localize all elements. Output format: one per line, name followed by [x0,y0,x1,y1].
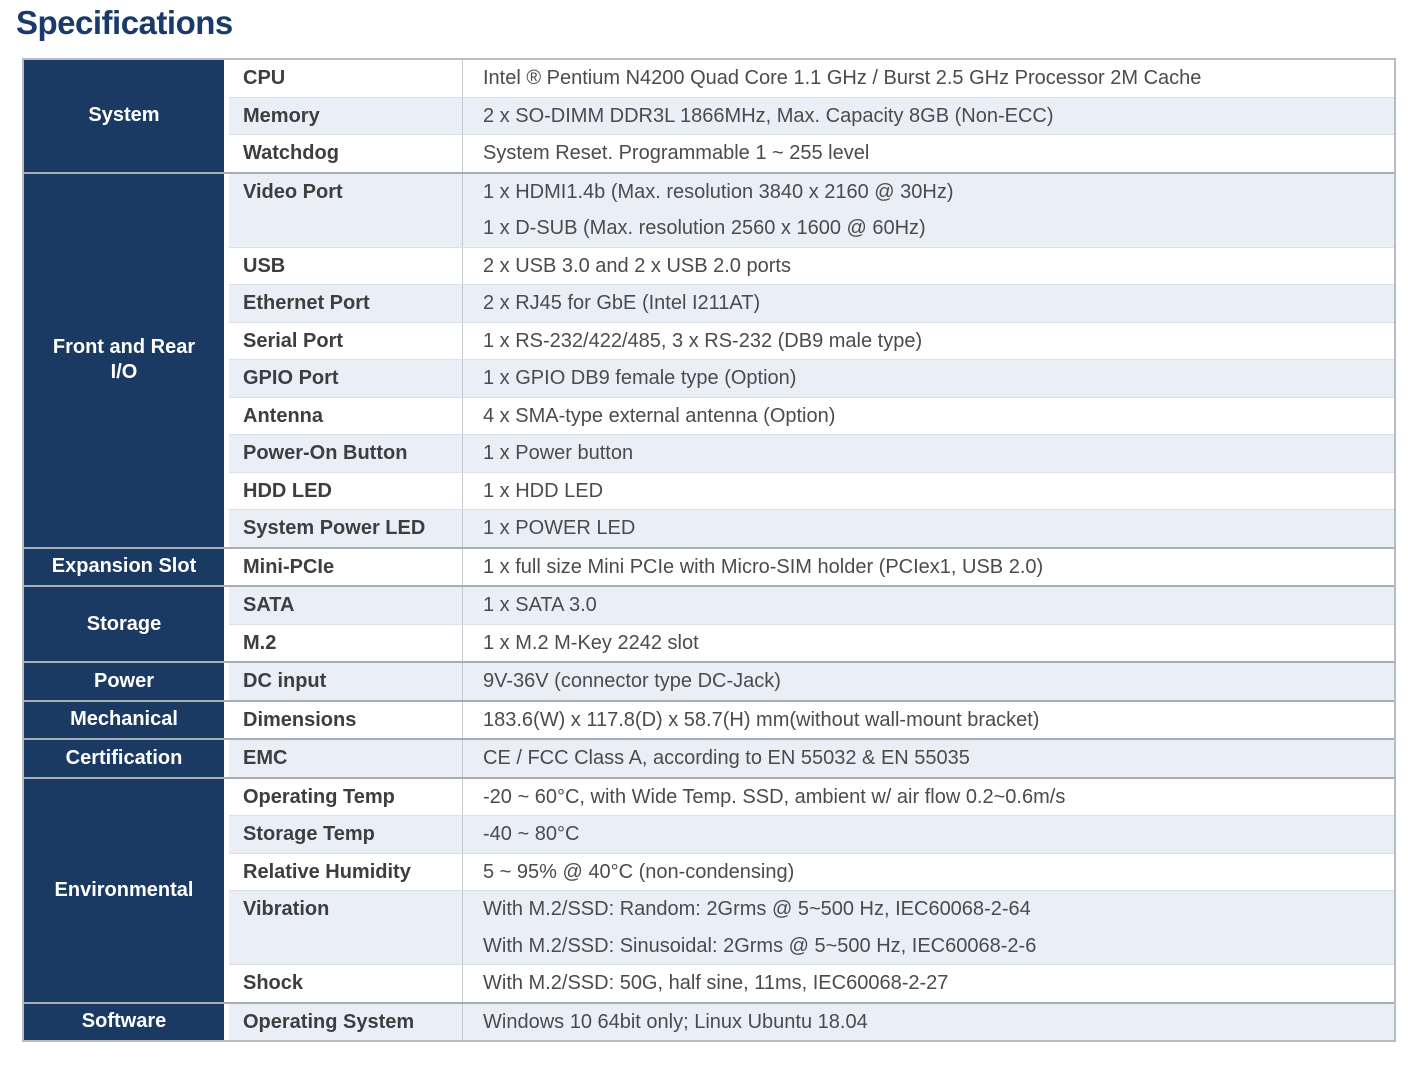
section-front-and-rear-io [24,172,1394,547]
category-cell-mechanical [24,702,224,739]
category-cell-power [24,663,224,700]
section-certification [24,738,1394,777]
section-environmental [24,777,1394,1002]
spec-label: GPIO Port [229,360,463,397]
spec-value: 2 x RJ45 for GbE (Intel I211AT) [483,292,761,314]
spec-value: CE / FCC Class A, according to EN 55032 & EN 55035 [483,747,970,769]
section-power [24,661,1394,700]
category-label: System [88,104,160,127]
category-label: Software [81,1010,167,1033]
category-cell-storage [24,587,224,661]
spec-label: CPU [229,60,463,97]
page-title: Specifications [16,4,233,41]
spec-value: 1 x SATA 3.0 [483,594,597,616]
spec-label: System Power LED [229,510,463,547]
section-software [24,1002,1394,1041]
spec-row [229,174,1394,247]
spec-row [229,472,1394,510]
specifications-table [22,58,1396,1042]
section-expansion-slot [24,547,1394,586]
spec-label: Antenna [229,398,463,435]
spec-value: 1 x HDMI1.4b (Max. resolution 3840 x 2160 @ 30Hz) [483,180,954,203]
spec-row [229,322,1394,360]
spec-label: Serial Port [229,323,463,360]
spec-row [229,247,1394,285]
spec-row [229,702,1394,739]
spec-label: Shock [229,965,463,1002]
spec-value: Windows 10 64bit only; Linux Ubuntu 18.04 [483,1010,868,1033]
spec-row [229,134,1394,172]
spec-row [229,815,1394,853]
spec-label: Dimensions [229,702,463,739]
spec-label: Vibration [229,891,463,964]
spec-row [229,853,1394,891]
spec-value: System Reset. Programmable 1 ~ 255 level [483,142,870,164]
spec-label: Storage Temp [229,816,463,853]
spec-label: SATA [229,587,463,624]
spec-row [229,1004,1394,1041]
section-storage [24,585,1394,661]
category-cell-front-and-rear-io [24,174,224,547]
spec-row [229,359,1394,397]
spec-row [229,890,1394,964]
spec-value: -20 ~ 60°C, with Wide Temp. SSD, ambient w/ air flow 0.2~0.6m/s [483,785,1066,808]
spec-label: Operating System [229,1004,463,1041]
spec-row [229,284,1394,322]
spec-value: 1 x M.2 M-Key 2242 slot [483,631,699,654]
category-cell-certification [24,740,224,777]
category-label: Front and Rear I/O [52,336,196,383]
spec-label: Relative Humidity [229,854,463,891]
spec-row [229,509,1394,547]
spec-row [229,964,1394,1002]
spec-row [229,60,1394,97]
spec-row [229,549,1394,586]
spec-value: 1 x GPIO DB9 female type (Option) [483,367,797,389]
spec-value: 9V-36V (connector type DC-Jack) [483,670,781,692]
spec-value: -40 ~ 80°C [483,823,580,845]
spec-label: Watchdog [229,135,463,172]
spec-row [229,779,1394,816]
spec-row [229,97,1394,135]
spec-value: With M.2/SSD: Random: 2Grms @ 5~500 Hz, IEC60068-2-64 [483,898,1031,920]
spec-value: With M.2/SSD: 50G, half sine, 11ms, IEC60068-2-27 [483,972,949,994]
category-label: Environmental [54,878,194,901]
spec-value: 4 x SMA-type external antenna (Option) [483,404,836,427]
category-cell-system [24,60,224,172]
spec-label: DC input [229,663,463,700]
section-mechanical [24,700,1394,739]
spec-label: Operating Temp [229,779,463,816]
category-label: Expansion Slot [51,555,197,578]
category-label: Mechanical [70,708,178,731]
spec-row [229,587,1394,624]
spec-label: Video Port [229,174,463,247]
spec-label: EMC [229,740,463,777]
category-cell-expansion-slot [24,549,224,586]
spec-row [229,397,1394,435]
category-cell-software [24,1004,224,1041]
spec-label: Mini-PCIe [229,549,463,586]
spec-value: 1 x D-SUB (Max. resolution 2560 x 1600 @ 60Hz) [483,217,926,239]
section-system [24,60,1394,172]
spec-row [229,434,1394,472]
spec-value: 183.6(W) x 117.8(D) x 58.7(H) mm(without wall-mount bracket) [483,708,1040,731]
category-label: Certification [65,746,183,769]
spec-value: 1 x HDD LED [483,479,604,502]
spec-value: With M.2/SSD: Sinusoidal: 2Grms @ 5~500 Hz, IEC60068-2-6 [483,934,1037,957]
spec-label: USB [229,248,463,285]
spec-label: M.2 [229,625,463,662]
spec-row [229,740,1394,777]
spec-value: 1 x POWER LED [483,517,636,539]
spec-label: Power-On Button [229,435,463,472]
spec-label: Memory [229,98,463,135]
spec-row [229,663,1394,700]
spec-value: 2 x USB 3.0 and 2 x USB 2.0 ports [483,254,791,277]
spec-value: Intel ® Pentium N4200 Quad Core 1.1 GHz / Burst 2.5 GHz Processor 2M Cache [483,67,1202,89]
category-cell-environmental [24,779,224,1002]
spec-label: HDD LED [229,473,463,510]
category-label: Storage [86,612,162,635]
spec-value: 5 ~ 95% @ 40°C (non-condensing) [483,860,795,883]
spec-value: 1 x RS-232/422/485, 3 x RS-232 (DB9 male type) [483,329,923,352]
spec-value: 2 x SO-DIMM DDR3L 1866MHz, Max. Capacity 8GB (Non-ECC) [483,104,1054,127]
spec-value: 1 x full size Mini PCIe with Micro-SIM holder (PCIex1, USB 2.0) [483,555,1044,578]
spec-label: Ethernet Port [229,285,463,322]
spec-value: 1 x Power button [483,442,634,464]
spec-row [229,624,1394,662]
category-label: Power [93,669,155,692]
